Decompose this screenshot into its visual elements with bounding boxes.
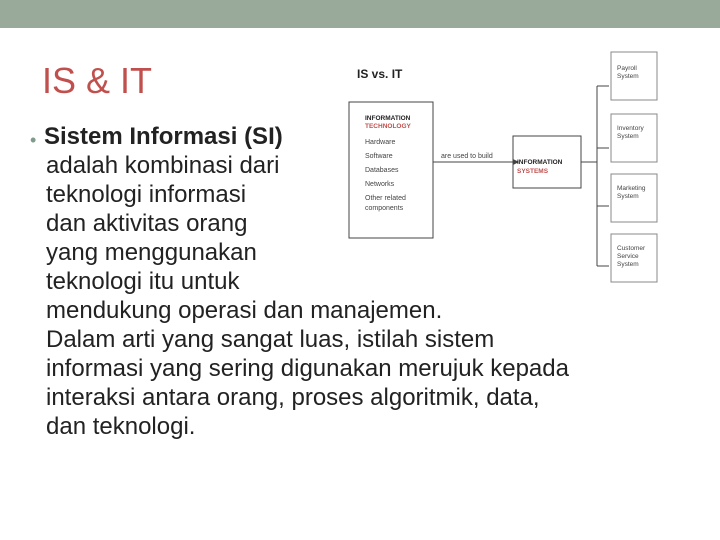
body-line: dan aktivitas orang — [46, 210, 248, 237]
body-line: mendukung operasi dan manajemen. — [46, 297, 443, 324]
bullet-heading: Sistem Informasi (SI) — [44, 123, 283, 150]
system-label: System — [617, 73, 639, 80]
system-label: Customer — [617, 245, 646, 252]
diagram-heading: IS vs. IT — [357, 67, 403, 81]
it-item: Other related — [365, 195, 406, 202]
body-line: informasi yang sering digunakan merujuk kepada — [46, 355, 569, 382]
body-line: interaksi antara orang, proses algoritmik, data, — [46, 384, 540, 411]
diagram-svg — [335, 40, 665, 290]
is-vs-it-diagram — [335, 40, 665, 290]
it-box-title-accent: TECHNOLOGY — [365, 123, 411, 130]
system-label: Payroll — [617, 65, 637, 72]
system-label: Marketing — [617, 185, 646, 192]
body-line: dan teknologi. — [46, 413, 196, 440]
body-line: teknologi itu untuk — [46, 268, 240, 295]
top-accent-bar — [0, 0, 720, 28]
body-line: Dalam arti yang sangat luas, istilah sistem — [46, 326, 495, 353]
body-line: adalah kombinasi dari — [46, 152, 280, 179]
is-box-title: INFORMATION — [517, 159, 563, 166]
it-item: Databases — [365, 167, 399, 174]
body-line: yang menggunakan — [46, 239, 257, 266]
system-label: Service — [617, 253, 639, 260]
it-item: Networks — [365, 181, 395, 188]
system-label: System — [617, 193, 639, 200]
body-line: teknologi informasi — [46, 181, 247, 208]
is-box-title-accent: SYSTEMS — [517, 168, 549, 175]
system-label: System — [617, 261, 639, 268]
slide-title: IS & IT — [42, 60, 153, 101]
system-label: System — [617, 133, 639, 140]
it-box-title: INFORMATION — [365, 115, 411, 122]
system-label: Inventory — [617, 125, 644, 132]
it-item: Software — [365, 153, 393, 160]
it-item: components — [365, 205, 404, 212]
arrow-label: are used to build — [441, 153, 493, 160]
bullet-icon: • — [30, 130, 37, 150]
it-item: Hardware — [365, 139, 396, 146]
